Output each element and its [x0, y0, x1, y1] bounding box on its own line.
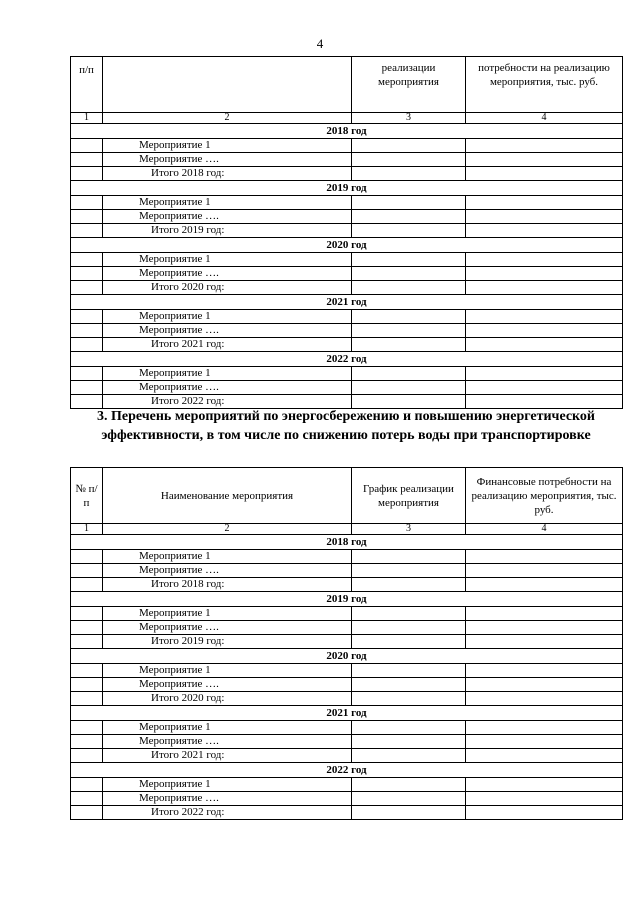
year-total-row: [71, 224, 623, 238]
measure-finance-cell: [466, 778, 623, 792]
measure-number-cell: [71, 621, 103, 635]
measure-row: [71, 153, 623, 167]
column-number-row: [71, 524, 623, 535]
measure-finance-cell: [466, 324, 623, 338]
measure-finance-cell: [466, 381, 623, 395]
year-label: 2019 год: [71, 181, 623, 196]
measure-schedule-cell: [352, 735, 466, 749]
year-total-label: Итого 2022 год:: [103, 806, 352, 820]
measure-number-cell: [71, 721, 103, 735]
measure-schedule-cell: [352, 381, 466, 395]
year-total-label: Итого 2021 год:: [103, 338, 352, 352]
table-header-row: [71, 57, 623, 113]
measure-row: [71, 735, 623, 749]
measure-finance-cell: [466, 210, 623, 224]
measure-name: Мероприятие 1: [103, 139, 352, 153]
total-schedule-cell: [352, 806, 466, 820]
year-row: [71, 763, 623, 778]
header-cell-number: № п/п: [71, 468, 103, 524]
measure-row: [71, 564, 623, 578]
total-schedule-cell: [352, 167, 466, 181]
total-number-cell: [71, 635, 103, 649]
measure-name: Мероприятие ….: [103, 381, 352, 395]
measure-finance-cell: [466, 735, 623, 749]
year-total-label: Итого 2020 год:: [103, 692, 352, 706]
year-row: [71, 238, 623, 253]
measure-schedule-cell: [352, 607, 466, 621]
measure-finance-cell: [466, 721, 623, 735]
measure-number-cell: [71, 664, 103, 678]
total-schedule-cell: [352, 224, 466, 238]
header-cell-number: п/п: [71, 57, 103, 113]
total-schedule-cell: [352, 749, 466, 763]
measure-row: [71, 550, 623, 564]
measure-schedule-cell: [352, 196, 466, 210]
measure-finance-cell: [466, 196, 623, 210]
measure-number-cell: [71, 324, 103, 338]
measure-schedule-cell: [352, 792, 466, 806]
measure-number-cell: [71, 778, 103, 792]
total-number-cell: [71, 338, 103, 352]
measure-finance-cell: [466, 367, 623, 381]
measure-number-cell: [71, 196, 103, 210]
measure-finance-cell: [466, 550, 623, 564]
total-finance-cell: [466, 692, 623, 706]
column-number-cell: 4: [466, 113, 623, 124]
year-total-label: Итого 2022 год:: [103, 395, 352, 409]
measure-number-cell: [71, 139, 103, 153]
total-number-cell: [71, 749, 103, 763]
measure-row: [71, 210, 623, 224]
measure-finance-cell: [466, 310, 623, 324]
year-total-row: [71, 749, 623, 763]
year-total-row: [71, 806, 623, 820]
measure-number-cell: [71, 607, 103, 621]
measure-name: Мероприятие 1: [103, 664, 352, 678]
measure-name: Мероприятие 1: [103, 310, 352, 324]
measure-name: Мероприятие ….: [103, 210, 352, 224]
measure-name: Мероприятие 1: [103, 721, 352, 735]
year-total-row: [71, 692, 623, 706]
total-finance-cell: [466, 806, 623, 820]
measure-schedule-cell: [352, 621, 466, 635]
header-cell-schedule: реализации мероприятия: [352, 57, 466, 113]
measure-name: Мероприятие ….: [103, 792, 352, 806]
total-finance-cell: [466, 749, 623, 763]
column-number-cell: 3: [352, 113, 466, 124]
measure-row: [71, 721, 623, 735]
measure-row: [71, 607, 623, 621]
total-finance-cell: [466, 224, 623, 238]
total-finance-cell: [466, 338, 623, 352]
total-finance-cell: [466, 635, 623, 649]
measure-row: [71, 678, 623, 692]
total-number-cell: [71, 167, 103, 181]
energy-saving-measures-table: [70, 467, 623, 820]
total-schedule-cell: [352, 338, 466, 352]
measure-row: [71, 310, 623, 324]
total-finance-cell: [466, 167, 623, 181]
measure-number-cell: [71, 210, 103, 224]
year-row: [71, 295, 623, 310]
header-cell-finance: Финансовые потребности на реализацию мероприятия, тыс. руб.: [466, 468, 623, 524]
year-label: 2020 год: [71, 238, 623, 253]
measure-finance-cell: [466, 664, 623, 678]
measure-number-cell: [71, 550, 103, 564]
measure-name: Мероприятие ….: [103, 564, 352, 578]
column-number-cell: 2: [103, 113, 352, 124]
measure-name: Мероприятие ….: [103, 735, 352, 749]
measure-schedule-cell: [352, 550, 466, 564]
year-total-label: Итого 2019 год:: [103, 224, 352, 238]
measure-name: Мероприятие 1: [103, 253, 352, 267]
measure-row: [71, 621, 623, 635]
measure-number-cell: [71, 792, 103, 806]
header-cell-schedule: График реализации мероприятия: [352, 468, 466, 524]
measure-finance-cell: [466, 267, 623, 281]
section-heading: 3. Перечень мероприятий по энергосбережению и повышению энергетической эффективности, в том числе по снижению потерь воды при транспортировке: [96, 409, 596, 443]
measure-row: [71, 139, 623, 153]
measure-name: Мероприятие ….: [103, 324, 352, 338]
measure-name: Мероприятие 1: [103, 778, 352, 792]
measure-schedule-cell: [352, 310, 466, 324]
year-total-label: Итого 2018 год:: [103, 167, 352, 181]
year-label: 2018 год: [71, 124, 623, 139]
measure-number-cell: [71, 310, 103, 324]
total-schedule-cell: [352, 281, 466, 295]
measure-row: [71, 367, 623, 381]
table-header-row: [71, 468, 623, 524]
measure-schedule-cell: [352, 678, 466, 692]
measure-name: Мероприятие ….: [103, 153, 352, 167]
year-total-row: [71, 635, 623, 649]
measure-number-cell: [71, 735, 103, 749]
year-label: 2022 год: [71, 763, 623, 778]
measure-row: [71, 381, 623, 395]
measure-name: Мероприятие 1: [103, 550, 352, 564]
measure-number-cell: [71, 267, 103, 281]
measure-schedule-cell: [352, 153, 466, 167]
measure-schedule-cell: [352, 139, 466, 153]
year-label: 2021 год: [71, 295, 623, 310]
column-number-row: [71, 113, 623, 124]
measure-name: Мероприятие ….: [103, 267, 352, 281]
measure-schedule-cell: [352, 367, 466, 381]
measure-row: [71, 267, 623, 281]
measure-row: [71, 196, 623, 210]
measure-finance-cell: [466, 678, 623, 692]
year-total-row: [71, 167, 623, 181]
year-row: [71, 649, 623, 664]
total-number-cell: [71, 692, 103, 706]
year-label: 2021 год: [71, 706, 623, 721]
measure-number-cell: [71, 678, 103, 692]
measure-schedule-cell: [352, 267, 466, 281]
header-cell-finance: потребности на реализацию мероприятия, тыс. руб.: [466, 57, 623, 113]
measure-finance-cell: [466, 139, 623, 153]
year-row: [71, 592, 623, 607]
total-number-cell: [71, 578, 103, 592]
column-number-cell: 1: [71, 524, 103, 535]
total-number-cell: [71, 281, 103, 295]
year-total-row: [71, 338, 623, 352]
year-label: 2020 год: [71, 649, 623, 664]
measure-name: Мероприятие ….: [103, 678, 352, 692]
measure-number-cell: [71, 153, 103, 167]
year-total-label: Итого 2021 год:: [103, 749, 352, 763]
measure-name: Мероприятие 1: [103, 196, 352, 210]
year-label: 2018 год: [71, 535, 623, 550]
measure-finance-cell: [466, 253, 623, 267]
measure-finance-cell: [466, 607, 623, 621]
measure-number-cell: [71, 367, 103, 381]
measure-schedule-cell: [352, 564, 466, 578]
column-number-cell: 3: [352, 524, 466, 535]
measure-name: Мероприятие 1: [103, 607, 352, 621]
measure-schedule-cell: [352, 210, 466, 224]
year-row: [71, 352, 623, 367]
measure-row: [71, 792, 623, 806]
total-finance-cell: [466, 281, 623, 295]
measures-table-continued: [70, 56, 623, 409]
page-number: 4: [316, 36, 324, 51]
year-total-row: [71, 281, 623, 295]
column-number-cell: 4: [466, 524, 623, 535]
total-number-cell: [71, 224, 103, 238]
year-row: [71, 535, 623, 550]
total-schedule-cell: [352, 635, 466, 649]
column-number-cell: 2: [103, 524, 352, 535]
year-total-label: Итого 2020 год:: [103, 281, 352, 295]
year-total-row: [71, 578, 623, 592]
measure-schedule-cell: [352, 253, 466, 267]
measure-name: Мероприятие ….: [103, 621, 352, 635]
measure-number-cell: [71, 253, 103, 267]
header-cell-name: Наименование мероприятия: [103, 468, 352, 524]
total-finance-cell: [466, 578, 623, 592]
year-label: 2022 год: [71, 352, 623, 367]
measure-row: [71, 778, 623, 792]
total-schedule-cell: [352, 578, 466, 592]
measure-finance-cell: [466, 621, 623, 635]
column-number-cell: 1: [71, 113, 103, 124]
measure-schedule-cell: [352, 778, 466, 792]
year-label: 2019 год: [71, 592, 623, 607]
measure-finance-cell: [466, 792, 623, 806]
measure-row: [71, 324, 623, 338]
measure-finance-cell: [466, 153, 623, 167]
year-row: [71, 706, 623, 721]
measure-number-cell: [71, 564, 103, 578]
year-total-label: Итого 2019 год:: [103, 635, 352, 649]
total-number-cell: [71, 806, 103, 820]
year-row: [71, 181, 623, 196]
measure-row: [71, 664, 623, 678]
year-total-label: Итого 2018 год:: [103, 578, 352, 592]
total-schedule-cell: [352, 692, 466, 706]
measure-schedule-cell: [352, 721, 466, 735]
measure-number-cell: [71, 381, 103, 395]
measure-schedule-cell: [352, 664, 466, 678]
measure-name: Мероприятие 1: [103, 367, 352, 381]
header-cell-name: [103, 57, 352, 113]
measure-finance-cell: [466, 564, 623, 578]
measure-row: [71, 253, 623, 267]
measure-schedule-cell: [352, 324, 466, 338]
year-row: [71, 124, 623, 139]
